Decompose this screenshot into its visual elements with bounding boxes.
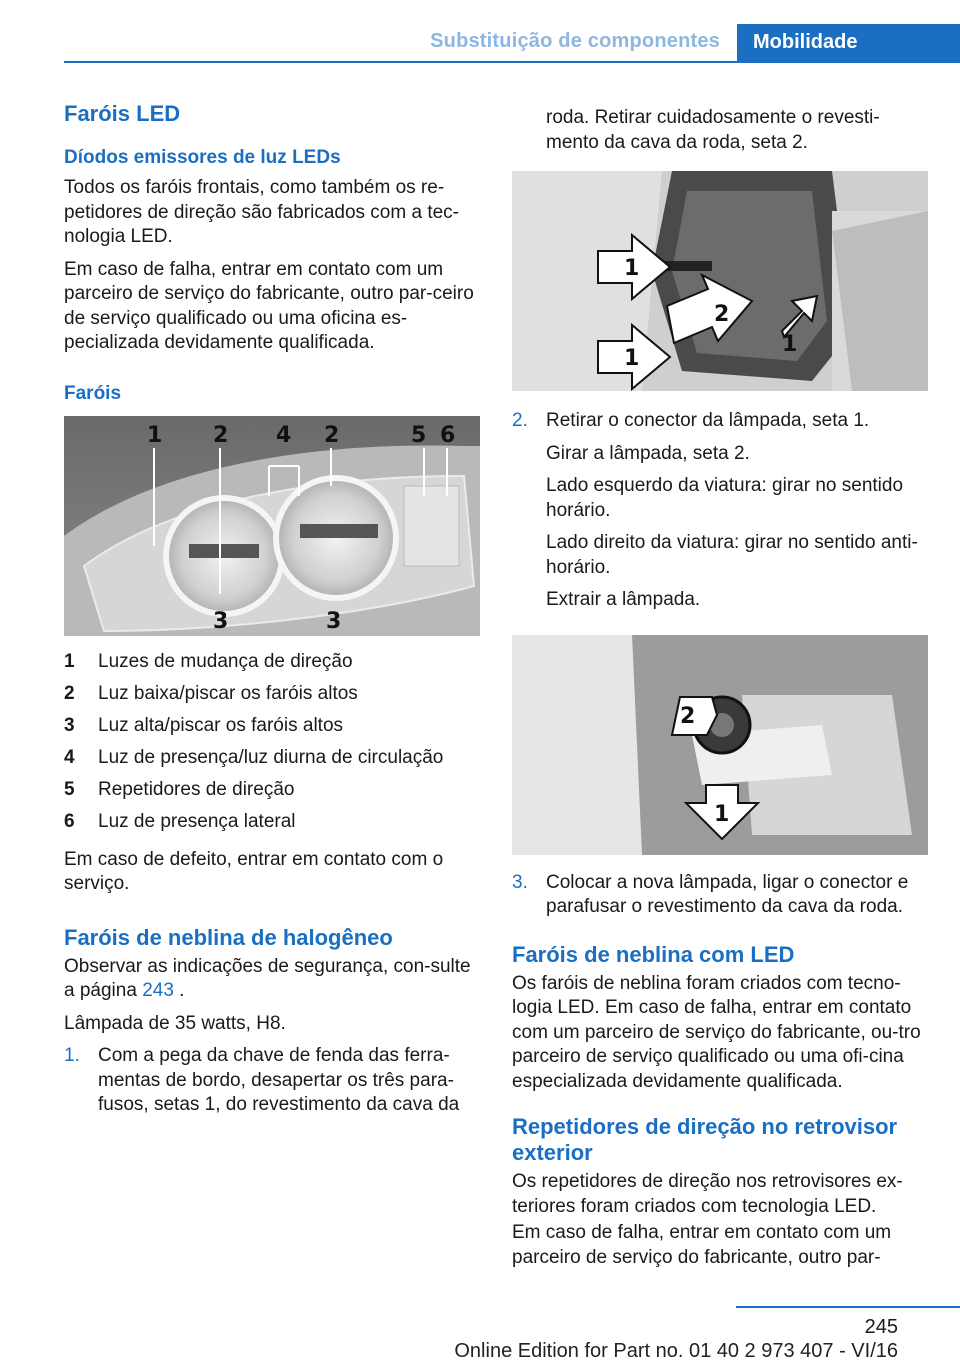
section-title-led-fog: Faróis de neblina com LED bbox=[512, 941, 795, 967]
subsection-title-headlights: Faróis bbox=[64, 382, 122, 404]
legend-item: 6 Luz de presença lateral bbox=[64, 810, 296, 832]
headlight-label-2b: 2 bbox=[324, 422, 340, 448]
page-link-243[interactable]: 243 bbox=[142, 980, 174, 1001]
paragraph-defect: Em caso de defeito, entrar em contato com o serviço. bbox=[64, 848, 444, 894]
bulb-arrow-label-2: 2 bbox=[680, 703, 696, 729]
wheel-arrow-label-1a: 1 bbox=[624, 256, 640, 281]
legend-item: 5 Repetidores de direção bbox=[64, 778, 295, 800]
bulb-arrow-label-1: 1 bbox=[714, 801, 730, 827]
legend-item: 3 Luz alta/piscar os faróis altos bbox=[64, 714, 344, 736]
subsection-title-leds: Díodos emissores de luz LEDs bbox=[64, 147, 341, 168]
steps-list-left bbox=[64, 1044, 482, 1118]
paragraph-mirror-failure: Em caso de falha, entrar em contato com um parceiro de serviço do fabricante, outro par- bbox=[512, 1222, 892, 1268]
footer-rule bbox=[736, 1306, 960, 1308]
section-title-mirror-indicators: Repetidores de direção no retrovisor exterior bbox=[512, 1114, 898, 1165]
fog-bulb-illustration bbox=[512, 635, 928, 855]
headlight-illustration bbox=[64, 416, 480, 636]
paragraph-mirror-led: Os repetidores de direção nos retrovisores ex-teriores foram criados com tecnologia LED. bbox=[512, 1171, 903, 1217]
paragraph-safety-ref: Observar as indicações de segurança, con-sulte a página 243 . bbox=[64, 955, 471, 1001]
legend-item: 4 Luz de presença/luz diurna de circulação bbox=[64, 746, 444, 768]
step-item: 1. Com a pega da chave de fenda das ferra-mentas de bordo, desapertar os três para-fusos, setas 1, do revestimento da cava da bbox=[64, 1045, 460, 1115]
header-rule bbox=[64, 61, 960, 63]
right-column bbox=[512, 106, 930, 1278]
wheel-arch-illustration bbox=[512, 171, 928, 391]
wheel-arch-figure bbox=[512, 171, 928, 391]
paragraph-led-intro: Todos os faróis frontais, como também os re-petidores de direção são fabricados com a tec-nologia LED. bbox=[64, 177, 459, 247]
step-item: 2. Retirar o conector da lâmpada, seta 1. Girar a lâmpada, seta 2. Lado esquerdo da viatura: girar no sentido horário. Lado direito da viatura: girar no sentido anti-horário. Extrair a lâmpada. bbox=[512, 410, 918, 610]
headlight-label-1: 1 bbox=[147, 422, 163, 448]
fog-bulb-figure bbox=[512, 635, 928, 855]
headlight-label-5: 5 bbox=[411, 422, 427, 448]
headlight-label-6: 6 bbox=[440, 422, 456, 448]
page-number: 245 bbox=[864, 1316, 898, 1338]
steps-list-right-a bbox=[512, 409, 930, 621]
section-title-halogen-fog: Faróis de neblina de halogêneo bbox=[64, 924, 393, 950]
headlight-legend bbox=[64, 650, 482, 834]
steps-list-right-b bbox=[512, 871, 930, 920]
headlight-label-2a: 2 bbox=[213, 422, 229, 448]
step1-continuation: roda. Retirar cuidadosamente o revesti-mento da cava da roda, seta 2. bbox=[546, 107, 880, 153]
paragraph-led-failure: Em caso de falha, entrar em contato com um parceiro de serviço do fabricante, outro par-ceiro de serviço qualificado ou uma oficina es-pecializada devidamente qualificada. bbox=[64, 258, 474, 353]
left-column bbox=[64, 100, 482, 1126]
wheel-arrow-label-1b: 1 bbox=[624, 346, 640, 371]
header-chapter-tab: Mobilidade bbox=[737, 24, 960, 63]
paragraph-led-fog: Os faróis de neblina foram criados com tecno-logia LED. Em caso de falha, entrar em contato com um parceiro de serviço do fabricante, ou-tro parceiro de serviço qualificado ou uma ofi-cina especializada devidamente qualificada. bbox=[512, 972, 921, 1092]
section-title-led-headlights: Faróis LED bbox=[64, 101, 181, 126]
headlight-label-3b: 3 bbox=[326, 608, 342, 634]
paragraph-bulb-watts: Lâmpada de 35 watts, H8. bbox=[64, 1012, 286, 1034]
header-section-title: Substituição de componentes bbox=[430, 30, 720, 52]
legend-item: 2 Luz baixa/piscar os faróis altos bbox=[64, 682, 358, 704]
wheel-arrow-label-2: 2 bbox=[714, 302, 730, 327]
edition-info: Online Edition for Part no. 01 40 2 973 407 - VI/16 bbox=[454, 1340, 898, 1362]
wheel-arrow-label-1c: 1 bbox=[782, 332, 798, 357]
headlight-label-3a: 3 bbox=[213, 608, 229, 634]
step-item: 3. Colocar a nova lâmpada, ligar o conector e parafusar o revestimento da cava da roda. bbox=[512, 871, 909, 917]
headlight-figure bbox=[64, 416, 480, 636]
legend-item: 1 Luzes de mudança de direção bbox=[64, 650, 353, 672]
headlight-label-4: 4 bbox=[276, 422, 292, 448]
